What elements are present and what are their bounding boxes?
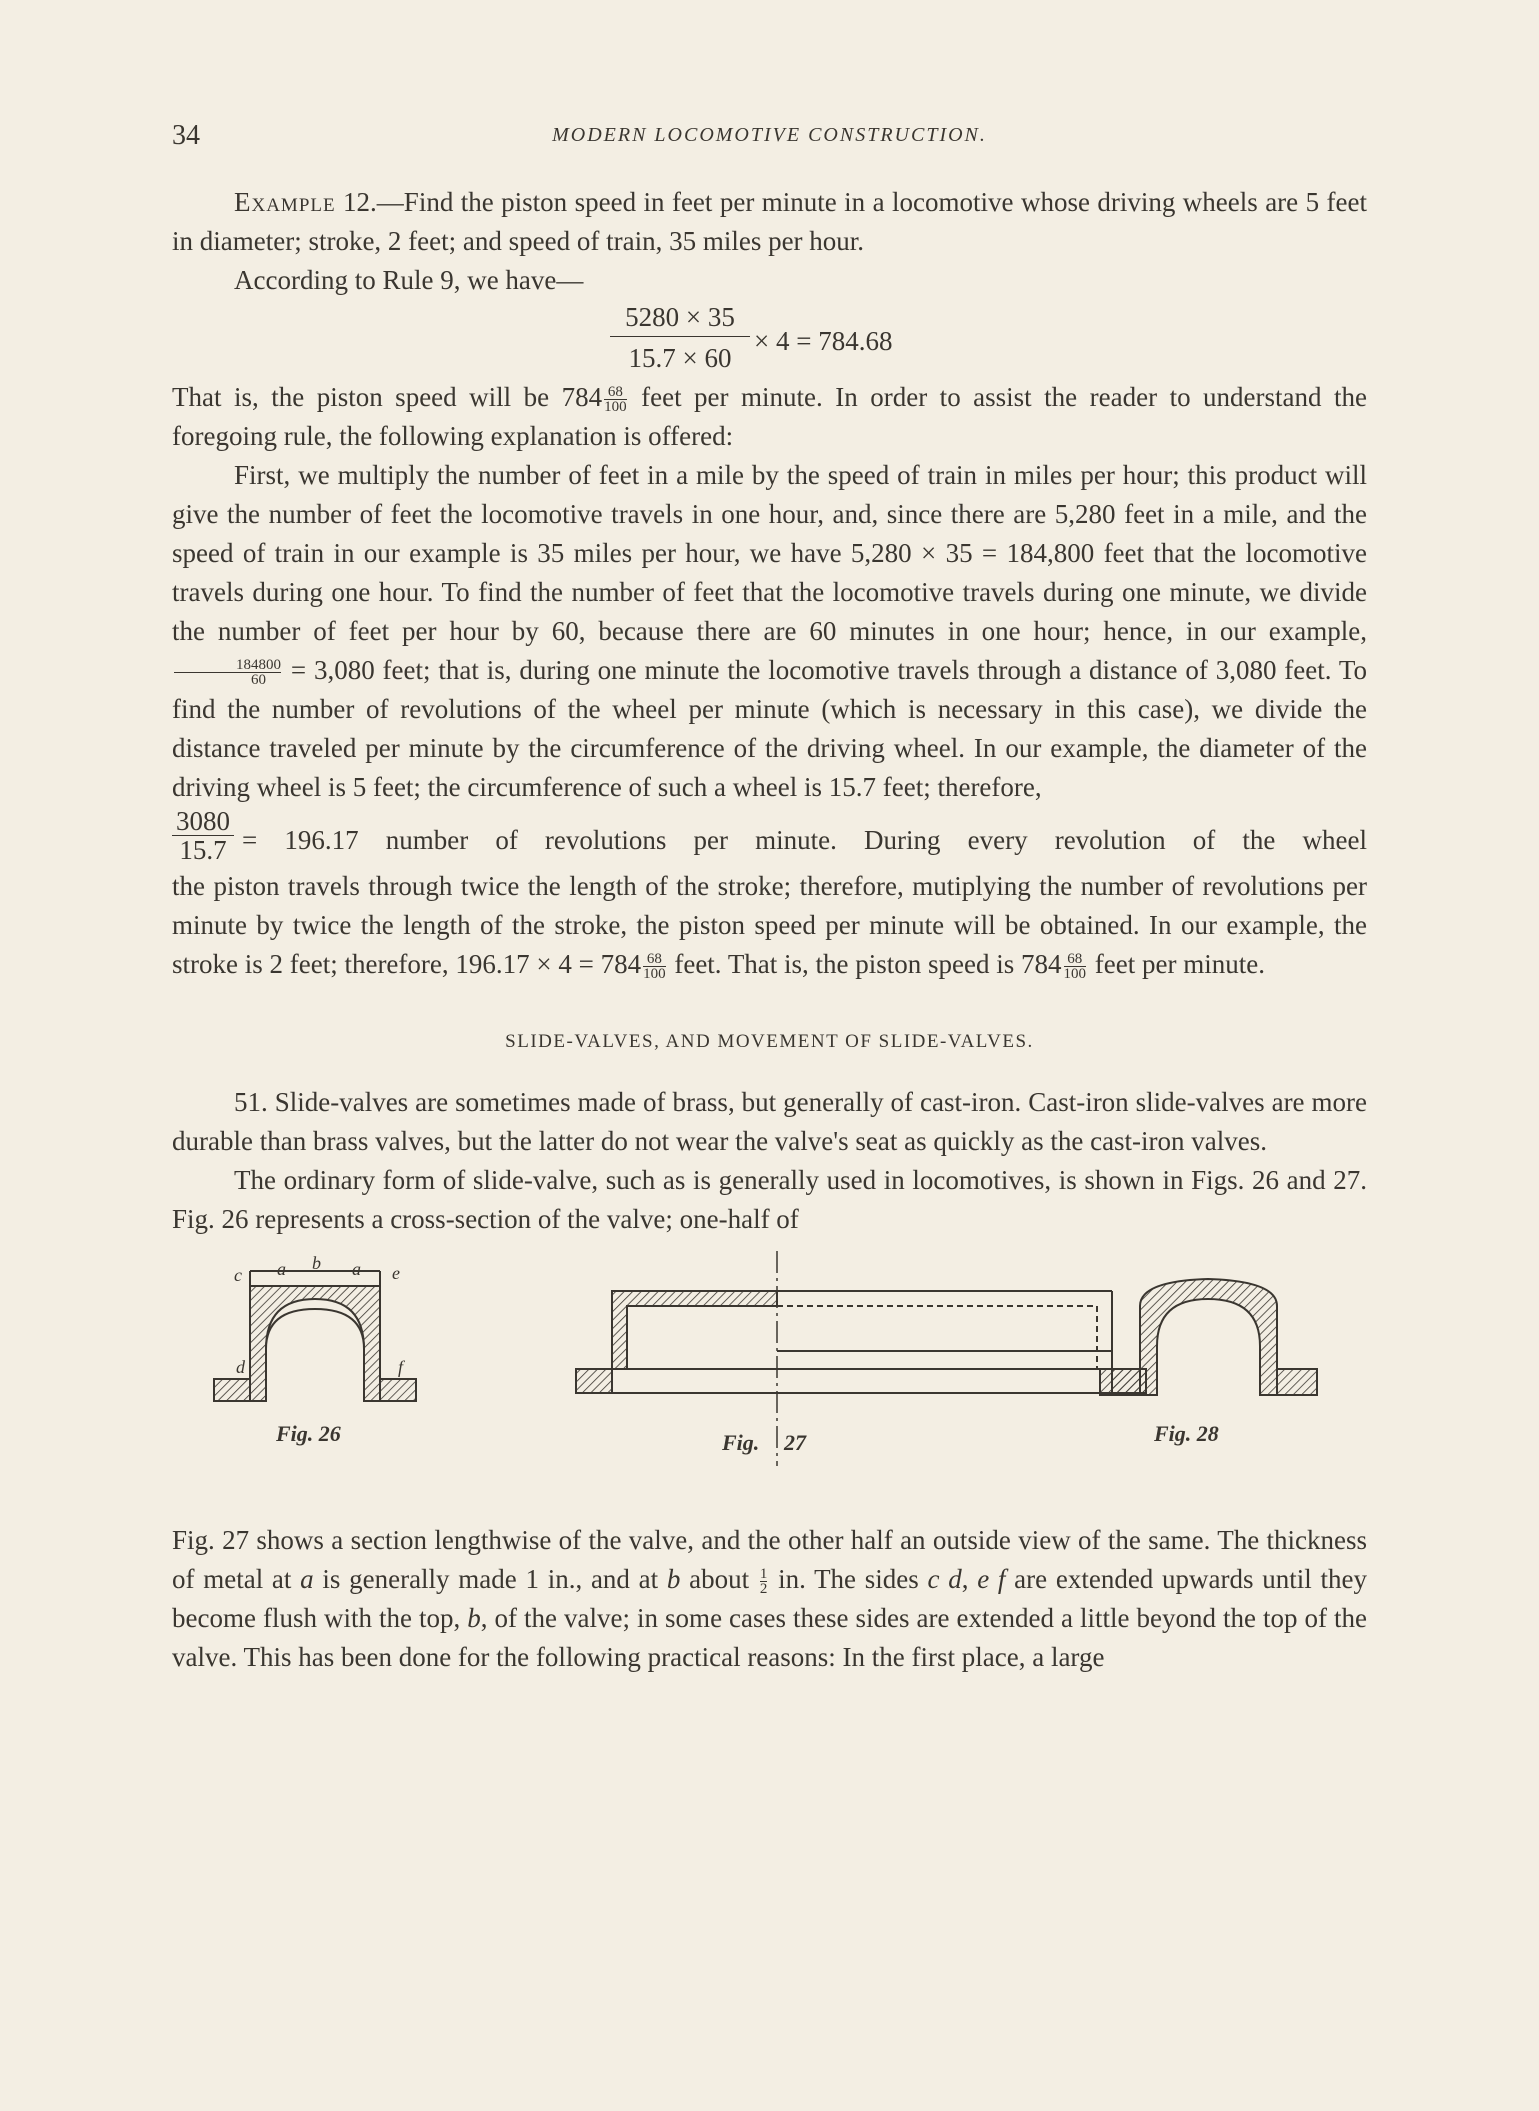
fig-27-caption-a: Fig. xyxy=(722,1430,760,1455)
paragraph-first xyxy=(172,456,1367,807)
revolutions-fraction xyxy=(172,807,234,864)
text-run: That is, the piston speed will be 784 xyxy=(172,382,603,412)
paragraph-51: 51. Slide-valves are sometimes made of brass, but generally of cast-iron. Cast-iron slide-valves are more durable than brass valves, but the latter do not wear the valve's seat as quickly as the cast-iron valves. xyxy=(172,1087,1367,1156)
text-run: feet. That is, the piston speed is 784 xyxy=(667,949,1062,979)
fig26-label-c: c xyxy=(234,1265,242,1285)
italic-a: a xyxy=(300,1564,314,1594)
text-run: the piston travels through twice the length of the stroke; therefore, mutiplying the number of revolutions per minute by twice the length of the stroke, the piston speed per minute will be obtained. In our example, the stroke is 2 feet; therefore, 196.17 × 4 = 784 xyxy=(172,871,1367,979)
paragraph-piston xyxy=(172,867,1367,984)
fraction-one-half xyxy=(760,1567,768,1596)
fig-28-drawing xyxy=(1100,1279,1317,1395)
section-heading: SLIDE-VALVES, AND MOVEMENT OF SLIDE-VALVES. xyxy=(505,1031,1034,1052)
italic-cd: c d xyxy=(927,1564,962,1594)
example-text: 12.—Find the piston speed in feet per minute in a locomotive whose driving wheels are 5 feet in diameter; stroke, 2 feet; and speed of train, 35 miles per hour. xyxy=(172,187,1367,256)
revolutions-numerator: 3080 xyxy=(172,807,234,836)
page-number: 34 xyxy=(172,120,200,151)
text-run: feet per minute. xyxy=(1088,949,1265,979)
fraction-68-100 xyxy=(643,952,666,981)
fig26-label-f: f xyxy=(398,1357,404,1377)
fig26-label-b: b xyxy=(312,1253,321,1273)
text-run: in. The sides xyxy=(769,1564,928,1594)
text-run: , xyxy=(961,1564,978,1594)
figures-row xyxy=(172,1251,1367,1491)
formula-denominator: 15.7 × 60 xyxy=(628,343,732,373)
fraction-184800-60 xyxy=(174,658,281,687)
revolutions-line xyxy=(172,807,1367,867)
fraction-numerator: 68 xyxy=(643,952,666,967)
fraction-numerator: 1 xyxy=(759,1566,768,1583)
fig-27-drawing xyxy=(576,1251,1146,1466)
fraction-numerator: 68 xyxy=(604,385,627,400)
fraction-denominator: 100 xyxy=(604,399,627,416)
fraction-denominator: 100 xyxy=(643,966,666,983)
fig-27-caption-b: 27 xyxy=(784,1430,806,1455)
revolutions-text: = 196.17 number of revolutions per minute. During every revolution of the wheel xyxy=(242,825,1367,855)
fraction-denominator: 100 xyxy=(1063,966,1087,983)
page-body xyxy=(172,183,1367,1677)
fraction-68-100 xyxy=(604,385,627,414)
slide-valve-figures xyxy=(172,1251,1367,1491)
formula-numerator: 5280 × 35 xyxy=(610,300,750,337)
running-title: MODERN LOCOMOTIVE CONSTRUCTION. xyxy=(552,124,987,146)
fig26-label-a-left: a xyxy=(277,1259,286,1279)
fig26-label-a-right: a xyxy=(352,1259,361,1279)
rule-line: According to Rule 9, we have— xyxy=(234,265,584,295)
revolutions-denominator: 15.7 xyxy=(179,835,227,865)
formula-result: × 4 = 784.68 xyxy=(754,326,893,356)
text-run: is generally made 1 in., and at xyxy=(313,1564,667,1594)
text-run: are extended upwards until they become flush with the top, xyxy=(172,1564,1367,1633)
fig26-label-e: e xyxy=(392,1263,400,1283)
formula-fraction xyxy=(610,300,750,375)
page-header xyxy=(172,120,1367,160)
text-run: about xyxy=(680,1564,758,1594)
text-run: , of the valve; in some cases these sides are extended a little beyond the top of the valve. This has been done for the following practical reasons: In the first place, a large xyxy=(172,1603,1368,1672)
text-run: First, we multiply the number of feet in a mile by the speed of train in miles per hour; this product will give the number of feet the locomotive travels in one hour, and, since there are 5,280 feet in a mile, and the speed of train in our example is 35 miles per hour, we have 5,280 × 35 = 184,800 feet that the locomotive travels during one hour. To find the number of feet that the locomotive travels during one minute, we divide the number of feet per hour by 60, because there are 60 minutes in one hour; hence, in our example, xyxy=(172,460,1367,646)
fig-28-caption: Fig. 28 xyxy=(1154,1421,1219,1446)
fraction-denominator: 2 xyxy=(759,1581,768,1598)
fraction-numerator: 68 xyxy=(1064,952,1087,967)
example-label: Example xyxy=(234,187,336,217)
fraction-denominator: 60 xyxy=(251,672,266,689)
italic-b: b xyxy=(666,1564,681,1594)
italic-b: b xyxy=(467,1603,481,1633)
text-run: feet per minute. In order to assist the reader to understand the foregoing rule, the following explanation is offered: xyxy=(172,382,1368,451)
fig26-label-d: d xyxy=(236,1357,245,1377)
piston-speed-formula xyxy=(172,300,1367,378)
paragraph-ordinary: The ordinary form of slide-valve, such as is generally used in locomotives, is shown in Figs. 26 and 27. Fig. 26 represents a cross-section of the valve; one-half of xyxy=(172,1165,1367,1234)
fraction-numerator: 184800 xyxy=(174,658,281,673)
fig-26-caption: Fig. 26 xyxy=(276,1421,341,1446)
italic-ef: e f xyxy=(977,1564,1006,1594)
example-paragraph xyxy=(172,183,1367,261)
text-run: Fig. 27 shows a section lengthwise of the valve, and the other half an outside view of the same. The thickness of metal at xyxy=(172,1525,1367,1594)
paragraph-fig27 xyxy=(172,1521,1367,1677)
fig-26-drawing xyxy=(214,1271,416,1401)
fraction-68-100 xyxy=(1064,952,1087,981)
paragraph-that-is xyxy=(172,378,1367,456)
text-run: = 3,080 feet; that is, during one minute the locomotive travels through a distance of 3,080 feet. To find the number of revolutions of the wheel per minute (which is necessary in this case), we divide the distance traveled per minute by the circumference of the driving wheel. In our example, the diameter of the driving wheel is 5 feet; the circumference of such a wheel is 15.7 feet; therefore, xyxy=(172,655,1367,802)
